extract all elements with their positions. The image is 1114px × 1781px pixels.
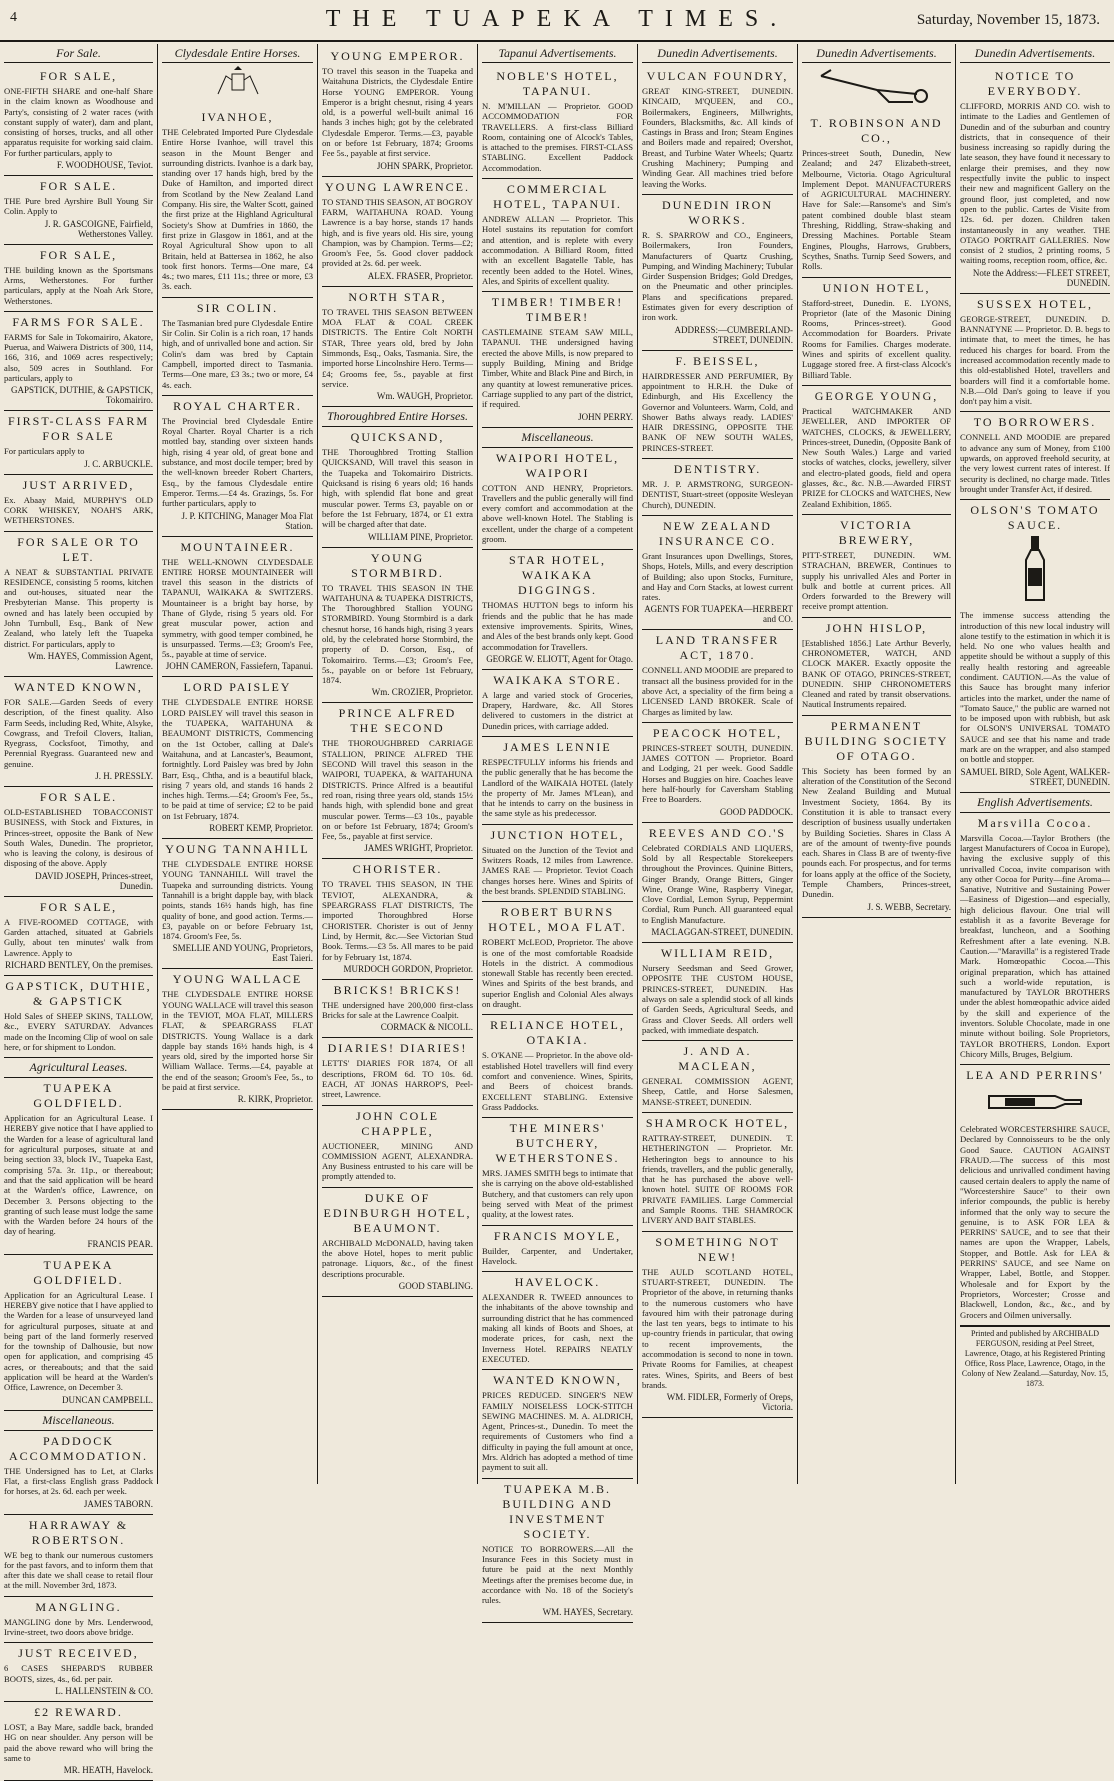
ad-signature: R. KIRK, Proprietor. bbox=[237, 1094, 313, 1105]
ad-title: QUICKSAND, bbox=[350, 430, 445, 445]
ad-body: Grant Insurances upon Dwellings, Stores, Shops, Hotels, Mills, and every description of Building; also upon Stocks, Furniture, and Hay and Corn Stacks, at lowest current rates. bbox=[642, 550, 793, 603]
ad-body: THE CLYDESDALE ENTIRE HORSE YOUNG WALLACE will travel this season in the TEVIOT, MOA FLAT, MILLERS FLAT, & SPEARGRASS FLAT DISTRICTS. Young Wallace is a dark dapple bay stands 16½ hands high, is 4 years old, sired by the imported horse Sir William Wallace. Terms.—£4, payable at the end of the season; Groom's Fee, 5s., to be paid at first service. bbox=[162, 989, 313, 1093]
ad-body: 6 CASES SHEPARD'S RUBBER BOOTS, sizes, 4s., 6d. per pair. bbox=[4, 1663, 153, 1684]
ad-vulcan-foundry bbox=[642, 66, 793, 195]
ad-body: THE undersigned have 200,000 first-class Bricks for sale at the Lawrence Coalpit. bbox=[322, 999, 473, 1021]
ad-title: FARMS FOR SALE. bbox=[12, 314, 145, 329]
ad-signature: GOOD STABLING. bbox=[398, 1280, 473, 1291]
ad-title: YOUNG STORMBIRD. bbox=[351, 550, 444, 580]
ad-body: THE Thoroughbred Trotting Stallion QUICKSAND, Will travel this season in the Tuapeka and Tokomairiro Districts. Quicksand is rising 6 years old; 16 hands high, with splendid flat bone and great muscular power. Terms £3, payable on or before the 1st February, 1874, or £1 extra will be charged after that date. bbox=[322, 447, 473, 530]
ad-private-residence bbox=[4, 532, 153, 677]
ad-chorister bbox=[322, 859, 473, 979]
ad-sheep-skins bbox=[4, 976, 153, 1058]
ad-signature: JAMES WRIGHT, Proprietor. bbox=[364, 843, 473, 854]
ad-title: FOR SALE. bbox=[39, 179, 118, 194]
ad-body: Celebrated CORDIALS AND LIQUERS, Sold by all Respectable Storekeepers throughout the Provinces. Quinine Bitters, Ginger Brandy, Orange Bitters, Ginger Wine, Orange Wine, Raspberry Vinegar, Clove Cordial, Lemon Syrup, Peppermint Cordial, Rum Punch. All guaranteed equal to English Manufacture. bbox=[642, 842, 793, 925]
ad-body: S. O'KANE — Proprietor. In the above old-established Hotel travellers will find every comfort and convenience. Wines, Spirits, and Beers of choicest brands. EXCELLENT STABLING. Extensive Grass Paddocks. bbox=[482, 1050, 633, 1112]
ad-north-star bbox=[322, 287, 473, 407]
ad-title: JAMES LENNIE bbox=[503, 739, 612, 754]
ad-title: T. ROBINSON AND CO., bbox=[810, 116, 943, 145]
ad-body: PRICES REDUCED. SINGER'S NEW FAMILY NOISELESS LOCK-STITCH SEWING MACHINES. M. A. ALDRICH, Agent, Princes-st., Dunedin. To meet the requirements of Customers who find a difficulty in paying the full amount at once, Mrs. Aldrich has adopted a method of time payment to suit all. bbox=[482, 1390, 633, 1473]
ad-title: PERMANENT BUILDING SOCIETY OF OTAGO. bbox=[804, 718, 949, 763]
ad-signature: ALEX. FRASER, Proprietor. bbox=[367, 270, 473, 281]
ad-body: TO travel this season in the Tuapeka and Waitahuna Districts, the Clydesdale Entire Horse YOUNG EMPEROR. Young Emperor is a bright chesnut, rising 4 years old, is a powerful well-built animal 16 hands 3 inches high; got by the celebrated Clydesdale Emperor. Terms.—£3, payable on or before 1st February, 1874; Grooms Fee 5s., payable at first service. bbox=[322, 66, 473, 159]
ad-body: PRINCES-STREET SOUTH, DUNEDIN. JAMES COTTON — Proprietor. Board and Lodging, 21 per week. Good Saddle Horses and Buggies on hire. Coaches leave here half-hourly for Caversham Stabling Free to Boarders. bbox=[642, 742, 793, 805]
ad-body: Hold Sales of SHEEP SKINS, TALLOW, &c., EVERY SATURDAY. Advances made on the Incoming Clip of wool on sale here, or for shipment to London. bbox=[4, 1010, 153, 1052]
ad-sussex-hotel bbox=[960, 294, 1110, 413]
ad-title: SIR COLIN. bbox=[196, 300, 279, 315]
ad-body: Application for an Agricultural Lease. I HEREBY give notice that I have applied to the Warden for a lease of agricultural land for agricultural purposes, situate at and being section 33, block IV., Tuapeka East, comprising 57a. 3r. 11p., or thereabout; and that the said application will be heard at the Warden's office, Lawrence, on December 3. Persons objecting to the granting of such lease must lodge the same with the Warden before 24 hours of the day of hearing. bbox=[4, 1113, 153, 1237]
ad-commercial-hotel bbox=[482, 179, 633, 292]
ad-signature: JOHN CAMERON, Fassiefern, Tapanui. bbox=[165, 661, 313, 672]
ad-body: The immense success attending the introduction of this new local industry will alone testify to the estimation in which it is held. No one who values health and appetite should be without a supply of this really health restoring and agreeable condiment. CAUTION.—As the value of this Sauce has brought many inferior articles into the market, under the name of "Tomato Sauce," the public are warned not to be imposed upon with rubbish, but ask for OLSON'S UNIVERSAL TOMATO SAUCE and see that his name and trade mark are on the wrapper, and also stamped on bottle and stopper. bbox=[960, 610, 1110, 765]
ad-reward bbox=[4, 1702, 153, 1781]
ad-body: AUCTIONEER, MINING AND COMMISSION AGENT, ALEXANDRA. Any Business entrusted to his care will be promptly attended to. bbox=[322, 1140, 473, 1182]
page-number: 4 bbox=[10, 10, 17, 25]
ad-harraway bbox=[4, 1515, 153, 1597]
ad-title: HARRAWAY & ROBERTSON. bbox=[28, 1517, 129, 1547]
ad-robert-burns-hotel bbox=[482, 902, 633, 1015]
ad-body: MRS. JAMES SMITH begs to intimate that she is carrying on the above old-established Butchery, and that customers can rely upon being served with Meat of the primest quality, at the lowest rates. bbox=[482, 1168, 633, 1220]
ad-body: Nursery Seedsman and Seed Grower, OPPOSITE THE CUSTOM HOUSE, PRINCES-STREET, DUNEDIN. Has always on sale a splendid stock of all kinds of Garden Seeds, Agricultural Seeds, and Grass and Clover Seeds. All orders well packed, with immediate despatch. bbox=[642, 963, 793, 1035]
ad-title: FOR SALE, bbox=[39, 899, 118, 914]
ad-signature: MURDOCH GORDON, Proprietor. bbox=[343, 963, 473, 974]
ad-body: TO TRAVEL THIS SEASON BETWEEN MOA FLAT & COAL CREEK DISTRICTS. The Entire Colt NORTH STAR, Three years old, bred by John Simmonds, Esq., Oaks, Tasmania. Sire, the imported horse Lincolnshire Hero. Terms—£4; Grooms fee, 5s., payable at first service. bbox=[322, 306, 473, 389]
ad-signature: AGENTS FOR TUAPEKA—HERBERT and CO. bbox=[644, 604, 793, 625]
ad-body: CLIFFORD, MORRIS AND CO. wish to intimate to the Ladies and Gentlemen of Dunedin and of the suburban and country districts, that in consequence of their business increasing so rapidly during the late season, they have found it necessary to enlarge their premises, and they now respectfully invite the public to inspect their new and magnificent Gallery on the ground floor, just completed, and now open to the public. Cartes de Visite from 12s. 6d. per dozen. Children taken instantaneously in any weather. THE OTAGO PORTRAIT GALLERIES. Now consist of 2 studios, 2 printing rooms, 5 waiting rooms, reception room, office, &c. bbox=[960, 101, 1110, 266]
ad-title: BRICKS! BRICKS! bbox=[333, 982, 462, 997]
ad-peacock-hotel bbox=[642, 723, 793, 823]
ad-signature: SMELLIE AND YOUNG, Proprietors, East Taieri. bbox=[172, 943, 313, 964]
column-5 bbox=[638, 44, 798, 1484]
ad-signature: Wm. WAUGH, Proprietor. bbox=[376, 391, 473, 402]
ad-title: PADDOCK ACCOMMODATION. bbox=[8, 1433, 148, 1463]
ad-title: WAIKAKA STORE. bbox=[493, 672, 622, 687]
ad-title: GEORGE YOUNG, bbox=[814, 388, 939, 403]
ad-body: Stafford-street, Dunedin. E. LYONS, Proprietor (late of the Masonic Dining Rooms, Princes-street). Good Accommodation for Boarders. Private Rooms for Families. Charges moderate. Wines and spirits of excellent quality. Luggage stored free. A first-class Alcock's Billiard Table. bbox=[802, 297, 951, 380]
ad-body: Practical WATCHMAKER AND JEWELLER, AND IMPORTER OF WATCHES, CLOCKS, & JEWELLERY, Princes-street, Dunedin, (Opposite Bank of New South Wales.) Large and varied stocks of watches, clocks, jewellery, silver and electro-plated goods, field and opera glasses, &c., &c. N.B.—Awarded FIRST PRIZE for CLOCKS and WATCHES, New Zealand Exhibition, 1865. bbox=[802, 405, 951, 509]
ad-title: HAVELOCK. bbox=[514, 1275, 601, 1290]
ad-title: SUSSEX HOTEL, bbox=[976, 296, 1093, 311]
ad-body: [Established 1856.] Late Arthur Beverly, CHRONOMETER, WATCH, AND CLOCK MAKER. Exactly opposite the BANK OF OTAGO, PRINCES-STREET, DUNEDIN. SHIP CHRONOMETERS Cleaned and rated by transit observations. Nautical Instruments repaired. bbox=[802, 637, 951, 710]
ad-body: OLD-ESTABLISHED TOBACCONIST BUSINESS, with Stock and Fixtures, in Princes-street, opposite the Bank of New South Wales, Dunedin. The proprietor, who is leaving the colony, is desirous of disposing of the above. Apply bbox=[4, 806, 153, 869]
ad-signature: Note the Address:—FLEET STREET, DUNEDIN. bbox=[972, 267, 1110, 288]
ad-body: CASTLEMAINE STEAM SAW MILL, TAPANUI. THE undersigned having erected the above Mills, is now prepared to supply Building, Mining and Bridge Timber, White and Black Pine and Birch, in any quantity at lowest remunerative prices. Carriage supplied to any part of the district, if required. bbox=[482, 327, 633, 410]
ad-reliance-hotel bbox=[482, 1015, 633, 1118]
ad-body: The Tasmanian bred pure Clydesdale Entire Sir Colin. Sir Colin is a rich roan, 17 hands high, and of unrivalled bone and action. Sir Colin's dam was bred by Captain Campbell, imported direct to Tasmania. Terms—One mare, £3 3s.; two or more, £4 4s. each. bbox=[162, 317, 313, 390]
ad-paddock bbox=[4, 1431, 153, 1515]
ad-body: Situated on the Junction of the Teviot and Switzers Roads, 12 miles from Lawrence. JAMES RAE — Proprietor. Teviot Coach changes horses here. Wines and Spirits of the best brands. SPLENDID STABLING. bbox=[482, 844, 633, 896]
ad-title: LEA AND PERRINS' bbox=[966, 1068, 1104, 1083]
ad-body: COTTON AND HENRY, Proprietors. Travellers and the public generally will find every comfort and accommodation at the above well-known Hotel. The Stabling is excellent, under the charge of a competent groom. bbox=[482, 482, 633, 545]
ad-body: LOST, a Bay Mare, saddle back, branded HG on near shoulder. Any person will be paid the above reward who will bring the same to bbox=[4, 1721, 153, 1763]
column-1 bbox=[0, 44, 158, 1776]
ad-title: NEW ZEALAND INSURANCE CO. bbox=[658, 518, 777, 548]
section-english-ads: English Advertisements. bbox=[960, 793, 1110, 813]
ad-junction-hotel bbox=[482, 825, 633, 902]
ad-body: A large and varied stock of Groceries, Drapery, Hardware, &c. All Stores delivered to customers in the district at Dunedin prices, with carriage added. bbox=[482, 689, 633, 731]
ad-young-lawrence bbox=[322, 177, 473, 287]
ad-signature: GOOD PADDOCK. bbox=[719, 806, 793, 817]
ad-reeves-cordials bbox=[642, 823, 793, 943]
ad-title: RELIANCE HOTEL, OTAKIA. bbox=[490, 1018, 625, 1048]
ad-quicksand bbox=[322, 427, 473, 547]
ad-permanent-building-society bbox=[802, 716, 951, 918]
ad-signature: CORMACK & NICOLL. bbox=[380, 1022, 473, 1033]
ad-body: For particulars apply to bbox=[4, 446, 85, 457]
ad-body: TO TRAVEL THIS SEASON, IN THE TEVIOT, ALEXANDRA, & SPEARGRASS FLAT DISTRICTS, The imported Thoroughbred Horse CHORISTER. Chorister is out of Jenny Lind, by Hermit, &c.—See Victorian Stud Book. Terms.—£3 5s. All mares to be paid for by February 1st, 1874. bbox=[322, 879, 473, 962]
sauce-bottle-icon bbox=[960, 536, 1110, 607]
ad-farms-for-sale bbox=[4, 312, 153, 411]
ad-title: FIRST-CLASS FARM FOR SALE bbox=[7, 414, 150, 444]
column-heading: Dunedin Advertisements. bbox=[642, 46, 793, 63]
printer-imprint: Printed and published by ARCHIBALD FERGUSON, residing at Peel Street, Lawrence, Otago, at his Registered Printing Office, Ross Place, Lawrence, Otago, in the Colony of New Zealand.—Saturday, Nov. 15, 1873. bbox=[960, 1326, 1110, 1389]
royal-crest-icon bbox=[162, 66, 313, 105]
ad-nobles-hotel bbox=[482, 66, 633, 179]
ad-ayrshire-bull bbox=[4, 176, 153, 245]
ad-first-class-farm bbox=[4, 411, 153, 474]
ad-body: THE THOROUGHBRED CARRIAGE STALLION, PRINCE ALFRED THE SECOND Will travel this season in the WAIPORI, TUAPEKA, & WAITAHUNA DISTRICTS. Prince Alfred is a beautiful red roan, rising three years old, stands 15½ hands high, with splendid bone and great muscular power. Terms—£3 10s., payable on or before 1st February, 1874; Groom's Fee, 5s., payable at first service. bbox=[322, 738, 473, 842]
ad-sir-colin bbox=[162, 298, 313, 396]
ad-maclean bbox=[642, 1041, 793, 1113]
ad-body: MANGLING done by Mrs. Lenderwood, Irvine-street, two doors above bridge. bbox=[4, 1616, 153, 1638]
ad-body: CONNELL AND MOODIE are prepared to advance any sum of Money, from £100 upwards, on approved freehold security, at the very lowest current rates of interest. If security is declined, no charge made. Titles brought under Transfer Act, if desired. bbox=[960, 432, 1110, 494]
ad-title: ROBERT BURNS HOTEL, MOA FLAT. bbox=[488, 905, 627, 935]
ad-body: R. S. SPARROW and CO., Engineers, Boilermakers, Iron Founders, Manufacturers of Quartz Crushing, Pumping, and Winding Machinery; Tubular Girder Suspension Bridges; Gold Dredges, on the Pneumatic and other principles. Plans and specifications prepared. Estimates given for every description of iron work. bbox=[642, 229, 793, 323]
ad-title: YOUNG TANNAHILL bbox=[165, 842, 310, 857]
column-4 bbox=[478, 44, 638, 1618]
ad-title: WANTED KNOWN, bbox=[493, 1373, 622, 1388]
ad-title: MANGLING. bbox=[35, 1599, 122, 1614]
ad-signature: JAMES TABORN. bbox=[83, 1498, 153, 1509]
ad-body: THOMAS HUTTON begs to inform his friends and the public that he has made extensive improvements. Spirits, Wines, and Ales of the best brands only kept. Good accommodation for Travellers. bbox=[482, 600, 633, 652]
ad-signature: FRANCIS PEAR. bbox=[87, 1238, 153, 1249]
ad-james-lennie bbox=[482, 737, 633, 825]
ad-title: Marsvilla Cocoa. bbox=[977, 815, 1093, 830]
ad-young-wallace bbox=[162, 969, 313, 1110]
ad-signature: JOHN SPARK, Proprietor. bbox=[376, 160, 473, 171]
ad-body: TO STAND THIS SEASON, AT BOGROY FARM, WAITAHUNA ROAD. Young Lawrence is a bay horse, stands 17 hands high, and is five years old. His sire, young Champion, was by Champion. Terms—£2; Groom's Fee, 5s. Good clover paddock provided at 2s. 6d. per week. bbox=[322, 196, 473, 269]
ad-body: THE CLYDESDALE ENTIRE HORSE YOUNG TANNAHILL Will travel the Tuapeka and surrounding districts. Young Tannahill is a bright dapple bay, with black points, stands 16½ hands high, has fine quality of bone, and good action. Terms.—£3, payable on or before February 1st, 1874. Groom's Fee, 5s. bbox=[162, 859, 313, 942]
ad-cottage bbox=[4, 897, 153, 976]
ad-body: GEORGE-STREET, DUNEDIN. D. BANNATYNE — Proprietor. D. B. begs to intimate that, to meet the times, he has reduced his charges for board. From the increased accommodation recently made to this old-established Hotel, travellers and boarders will find it a comfortable home. N.B.—Old Dan's going to leave if you don't pay him a visit. bbox=[960, 313, 1110, 407]
ad-rubber-boots bbox=[4, 1643, 153, 1702]
ad-diaries bbox=[322, 1038, 473, 1105]
ad-tobacconist bbox=[4, 787, 153, 897]
ad-timber bbox=[482, 292, 633, 427]
ad-sportsmans-arms bbox=[4, 245, 153, 312]
ad-francis-moyle bbox=[482, 1226, 633, 1273]
ad-body: NOTICE TO BORROWERS.—All the Insurance Fees in this Society must in future be paid at the next Monthly Meetings after the premises become due, in accordance with No. 18 of the Society's rules. bbox=[482, 1543, 633, 1606]
ad-body: CONNELL AND MOODIE are prepared to transact all the business provided for in the above Act, a speciality of the firm being a LICENSED LAND BROKER. Scale of Charges as limited by law. bbox=[642, 665, 793, 717]
ad-nz-insurance bbox=[642, 516, 793, 630]
ad-maravilla-cocoa bbox=[960, 813, 1110, 1066]
ad-lea-perrins bbox=[960, 1065, 1110, 1326]
ad-prince-alfred bbox=[322, 703, 473, 859]
ad-body: FOR SALE.—Garden Seeds of every description, of the finest quality. Also Farm Seeds, including Red, White, Alsyke, Cowgrass, and Trefoil Clovers, Italian, Ryegrass, Cocksfoot, Timothy, and Perennial Ryegrass. Guaranteed new and genuine. bbox=[4, 696, 153, 769]
ad-building-society-notice bbox=[482, 1479, 633, 1624]
ad-body: GENERAL COMMISSION AGENT, Sheep, Cattle, and Horse Salesmen, MANSE-STREET, DUNEDIN. bbox=[642, 1076, 793, 1107]
ad-title: JOHN HISLOP, bbox=[825, 620, 928, 635]
ad-body: ALEXANDER R. TWEED announces to the inhabitants of the above township and surrounding district that he has commenced making all kinds of Boots and Shoes, at moderate prices, for cash, next the Inverness Hotel. REPAIRS NEATLY EXECUTED. bbox=[482, 1292, 633, 1364]
ad-title: £2 REWARD. bbox=[34, 1704, 123, 1719]
ad-signature: J. C. ARBUCKLE. bbox=[84, 458, 153, 469]
ad-title: TO BORROWERS. bbox=[973, 415, 1097, 430]
ad-dentistry bbox=[642, 459, 793, 516]
ad-george-young bbox=[802, 386, 951, 515]
ad-title: FOR SALE, bbox=[39, 247, 118, 262]
column-2 bbox=[158, 44, 318, 1484]
ad-signature: MR. HEATH, Havelock. bbox=[63, 1765, 153, 1776]
ad-body: PITT-STREET, DUNEDIN. WM. STRACHAN, BREWER, Continues to supply his unrivalled Ales and Porter in bulk and bottle at current prices. All Orders forwarded to the Brewery will receive prompt attention. bbox=[802, 549, 951, 612]
ad-body: RESPECTFULLY informs his friends and the public generally that he has become the Landlord of the WAIKAIA HOTEL (lately the property of Mr. James M'Lean), and that he intends to carry on the business in the same style as his predecessor. bbox=[482, 756, 633, 819]
ad-lord-paisley bbox=[162, 677, 313, 839]
ad-title: PEACOCK HOTEL, bbox=[652, 725, 783, 740]
ad-duke-of-edinburgh bbox=[322, 1188, 473, 1297]
ad-land-transfer bbox=[642, 630, 793, 722]
ad-title: YOUNG EMPEROR. bbox=[330, 49, 465, 63]
ad-body: ONE-FIFTH SHARE and one-half Share in the claim known as Woodhouse and Party's, consisting of 2 water races (with constant supply of water), dam and plant, consisting of horses, trucks, and all other apparatus requisite for working said claim. For further particulars, apply to bbox=[4, 86, 153, 158]
ad-signature: RICHARD BENTLEY, On the premises. bbox=[5, 959, 153, 970]
newspaper-title: THE TUAPEKA TIMES. bbox=[325, 6, 789, 32]
ad-title: JUST RECEIVED, bbox=[18, 1646, 139, 1661]
ad-title: WAIPORI HOTEL, WAIPORI bbox=[495, 450, 620, 480]
ad-dunedin-iron-works bbox=[642, 195, 793, 351]
ad-title: SHAMROCK HOTEL, bbox=[645, 1116, 790, 1130]
ad-body: THE Celebrated Imported Pure Clydesdale Entire Horse Ivanhoe, will travel this season in the Mount Benger and surrounding districts. Ivanhoe is a dark bay, standing over 17 hands high, bred by the Duke of Hamilton, and imported direct from Scotland by the New Zealand Land Company. His sire, the Walter Scott, gained the first prize at the Highland Agricultural Society's Show at Dumfries in 1860, the first prize in Glasgow in 1861, and at the Royal Agricultural Show upon to all Britain, held at Battersea in 1862, he also took first honors. Terms—One mare, £4 4s.; two mares, £11 11s.; three or more, £3 3s. each. bbox=[162, 127, 313, 292]
ad-title: SOMETHING NOT NEW! bbox=[655, 1234, 780, 1264]
ad-bricks bbox=[322, 980, 473, 1039]
ad-signature: J. P. KITCHING, Manager Moa Flat Station. bbox=[181, 510, 313, 531]
ad-body: N. M'MILLAN — Proprietor. GOOD ACCOMMODATION FOR TRAVELLERS. A first-class Billiard Room, containing one of Alcock's Tables, is attached to the premises. FIRST-CLASS STABLING. Excellent Paddock Accommodation. bbox=[482, 101, 633, 173]
ad-body: Application for an Agricultural Lease. I HEREBY give notice that I have applied to the Warden for a lease of unsurveyed land for agricultural purposes, situate at and being part of the land formerly reserved for the township of Dalhousie, but now open for application, and comprising 45 acres, or thereabouts; and that the said application will be heard at the Warden's Office, Lawrence, on December 3. bbox=[4, 1289, 153, 1393]
ad-title: IVANHOE, bbox=[201, 110, 274, 124]
ad-royal-charter bbox=[162, 396, 313, 537]
plough-icon bbox=[802, 66, 951, 111]
ad-mountaineer bbox=[162, 537, 313, 678]
ad-signature: ROBERT KEMP, Proprietor. bbox=[209, 823, 313, 834]
ad-just-arrived bbox=[4, 475, 153, 532]
ad-title: YOUNG LAWRENCE. bbox=[324, 179, 471, 194]
ad-title: ROYAL CHARTER. bbox=[173, 398, 302, 413]
ad-john-hislop bbox=[802, 618, 951, 716]
ad-lease-pear bbox=[4, 1078, 153, 1255]
ad-title: LORD PAISLEY bbox=[183, 680, 292, 695]
ad-body: HAIRDRESSER AND PERFUMIER, By appointment to H.R.H. the Duke of Edinburgh, and His Excellency the Governor and Volunteers. Warm, Cold, and Shower Baths always ready. LADIES' HAIR DRESSING, OPPOSITE THE BANK OF NEW SOUTH WALES, PRINCES-STREET. bbox=[642, 370, 793, 453]
ad-body: Marsvilla Cocoa.—Taylor Brothers (the largest Manufacturers of Cocoa in Europe), having the exclusive supply of this unrivalled Cocoa, invite comparison with any other Cocoa for Purity—fine Aroma—Sanative, Nutritive and Sustaining Power—Easiness of Digestion—and especially, high delicious flavour. One trial will establish it as a favorite Beverage for breakfast, luncheon, and a Soothing Refreshment after a late evening. N.B. Caution.—"Maravilla" is a registered Trade Mark. Homœopathic Cocoa.—This original preparation, which has attained such a world-wide reputation, is manufactured by TAYLOR BROTHERS under the ablest homœopathic advice aided by the skill and experience of the inventors. Soluble Chocolate, made in one minute without boiling. Sole Proprietors, TAYLOR BROTHERS, London. Export Chicory Mills, Bruges, Belgium. bbox=[960, 832, 1110, 1059]
ad-waipori-hotel bbox=[482, 448, 633, 551]
ad-union-hotel bbox=[802, 278, 951, 386]
column-heading: Dunedin Advertisements. bbox=[802, 46, 951, 63]
ad-title: DUKE OF EDINBURGH HOTEL, BEAUMONT. bbox=[323, 1190, 472, 1235]
ad-title: F. BEISSEL, bbox=[675, 353, 760, 368]
ad-title: YOUNG WALLACE bbox=[172, 972, 303, 987]
ad-young-stormbird bbox=[322, 548, 473, 704]
ad-title: DUNEDIN IRON WORKS. bbox=[662, 197, 773, 227]
ad-mangling bbox=[4, 1597, 153, 1644]
ad-title: PRINCE ALFRED THE SECOND bbox=[338, 706, 457, 736]
ad-signature: WM. FIDLER, Formerly of Oreps, Victoria. bbox=[666, 1392, 793, 1413]
ad-body: THE building known as the Sportsmans Arms, Wetherstones. For further particulars, apply at the Noah Ark Store, Wetherstones. bbox=[4, 264, 153, 306]
ad-title: OLSON'S TOMATO SAUCE. bbox=[970, 503, 1100, 533]
ad-title: JUST ARRIVED, bbox=[22, 477, 135, 492]
ad-title: LAND TRANSFER ACT, 1870. bbox=[655, 633, 780, 663]
ad-body: THE Undersigned has to Let, at Clarks Flat, a first-class English grass Paddock for horses, at 2s. 6d. each per week. bbox=[4, 1465, 153, 1497]
ad-body: This Society has been formed by an alteration of the Constitution of the Second New Zealand Building and Mutual Investment Society, 1864. By its Constitution it is able to transact every description of business usually undertaken by Building Societies. Shares in Class A are of the amount of twenty-five pounds each. Shares in Class B are of twenty-five pounds each. For prospectus, and for terms for loans apply at the office of the Society, Temple Chambers, Princes-street, Dunedin. bbox=[802, 765, 951, 900]
ad-title: TUAPEKA GOLDFIELD. bbox=[33, 1081, 124, 1111]
ad-title: UNION HOTEL, bbox=[822, 280, 931, 295]
column-3 bbox=[318, 44, 478, 1484]
ad-body: Celebrated WORCESTERSHIRE SAUCE, Declared by Connoisseurs to be the only Good Sauce. CAUTION AGAINST FRAUD.—The success of this most delicious and unrivalled condiment having caused certain dealers to apply the name of "Worcestershire Sauce" to their own inferior compounds, the public is hereby informed that the only way to secure the genuine, is to ASK FOR LEA & PERRINS' SAUCE, and to see that their names are upon the Wrapper, Labels, Stopper, and Bottle. Ask for LEA & PERRINS' SAUCE, and see Name on Wrapper, Label, Bottle, and Stopper. Wholesale and for Export by the Proprietors, Worcester; Crosse and Blackwell, London, &c., &c., and by Grocers and Oilmen universally. bbox=[960, 1124, 1110, 1320]
ad-body: Ex. Abaay Maid, MURPHY'S OLD CORK WHISKEY, NOAH'S ARK, WETHERSTONES. bbox=[4, 494, 153, 526]
ad-robinson bbox=[802, 113, 951, 278]
ad-singer-machines bbox=[482, 1370, 633, 1478]
ad-title: JUNCTION HOTEL, bbox=[490, 827, 625, 842]
ad-signature: J. S. WEBB, Secretary. bbox=[867, 901, 951, 912]
ad-body: RATTRAY-STREET, DUNEDIN. T. HETHERINGTON — Proprietor. Mr. Hetherington begs to announce to his friends, travellers, and the public generally, that he has purchased the above well-known hotel. SUITE OF ROOMS FOR PRIVATE FAMILIES. Large Commercial and Sample Rooms. THE SHAMROCK LIVERY AND BAIT STABLES. bbox=[642, 1133, 793, 1226]
sauce-bottle-icon bbox=[960, 1086, 1110, 1121]
ad-star-hotel bbox=[482, 550, 633, 669]
ad-title: TUAPEKA M.B. BUILDING AND INVESTMENT SOCIETY. bbox=[502, 1481, 613, 1541]
section-thoroughbred: Thoroughbred Entire Horses. bbox=[322, 407, 473, 427]
ad-body: ANDREW ALLAN — Proprietor. This Hotel sustains its reputation for comfort and attention, and is replete with every accommodation. A Billiard Room, fitted with an excellent Bagatelle Table, has recently been added to the Hotel. Wines, Ales, and Spirits of excellent quality. bbox=[482, 214, 633, 286]
section-agricultural-leases: Agricultural Leases. bbox=[4, 1058, 153, 1078]
ad-title: VICTORIA BREWERY, bbox=[838, 517, 915, 547]
ad-miners-butchery bbox=[482, 1118, 633, 1225]
ad-clifford-morris bbox=[960, 66, 1110, 294]
ad-title: FRANCIS MOYLE, bbox=[493, 1228, 622, 1243]
ad-title: VULCAN FOUNDRY, bbox=[646, 69, 789, 83]
masthead bbox=[0, 0, 1114, 42]
ad-body: THE CLYDESDALE ENTIRE HORSE LORD PAISLEY will travel this season in the TUAPEKA, WAITAHUNA & BEAUMONT DISTRICTS, Commencing on the 1st October, calling at Dale's Waitahuna, and at Lancaster's, Beaumont, fortnightly. Lord Paisley was bred by John Barr, Esq., Chtha, and is a beautiful black, rising 7 years old, and stands 16 hands 2 inches high. Terms.—£4; Groom's Fee, 5s., to be paid at time of service; £2 to be paid on 1st February, 1874. bbox=[162, 697, 313, 821]
ad-body: THE AULD SCOTLAND HOTEL, STUART-STREET, DUNEDIN. The Proprietor of the above, in returning thanks to the numerous customers who have favoured him with their patronage during the last ten years, begs to intimate to his up-country friends in particular, that owing to recent improvements, the accommodation is second to none in town. Private Rooms for Families, at cheapest rates. Wines, Spirits, and Beers of best brands. bbox=[642, 1266, 793, 1390]
ad-beissel bbox=[642, 351, 793, 459]
ad-title: MOUNTAINEER. bbox=[180, 539, 295, 554]
column-heading: Clydesdale Entire Horses. bbox=[162, 46, 313, 63]
ad-ivanhoe bbox=[162, 107, 313, 298]
ad-title: TIMBER! TIMBER! TIMBER! bbox=[491, 295, 624, 325]
ad-woodhouse-share bbox=[4, 66, 153, 176]
ad-title: CHORISTER. bbox=[352, 862, 443, 877]
column-heading: Tapanui Advertisements. bbox=[482, 46, 633, 63]
ad-body: ARCHIBALD McDONALD, having taken the above Hotel, hopes to merit public patronage. Liquors, &c., of the finest descriptions procurable. bbox=[322, 1237, 473, 1279]
ad-body: MR. J. P. ARMSTRONG, SURGEON-DENTIST, Stuart-street (opposite Wesleyan Church), DUNEDIN. bbox=[642, 479, 793, 510]
ad-body: A NEAT & SUBSTANTIAL PRIVATE RESIDENCE, consisting 5 rooms, kitchen and out-houses, situated near the Presbyterian Manse. This property is owned and has lately been occupied by John Turnbull, Esq., Bank of New Zealand, who lately left the Tuapeka district. For particulars, apply to bbox=[4, 566, 153, 649]
ad-victoria-brewery bbox=[802, 515, 951, 618]
column-7 bbox=[956, 44, 1114, 1484]
ad-body: THE Pure bred Ayrshire Bull Young Sir Colin. Apply to bbox=[4, 196, 153, 217]
column-heading: For Sale. bbox=[4, 46, 153, 63]
ad-body: WE beg to thank our numerous customers for the past favors, and to inform them that after this date we shall cease to retail flour at the mill. November 3rd, 1873. bbox=[4, 1549, 153, 1591]
ad-shamrock-hotel bbox=[642, 1113, 793, 1232]
ad-title: GAPSTICK, DUTHIE, & GAPSTICK bbox=[5, 978, 152, 1008]
ad-signature: WM. HAYES, Secretary. bbox=[542, 1607, 633, 1618]
ad-body: ROBERT McLEOD, Proprietor. The above is one of the most comfortable Roadside Hotels in the district. A commodious stonewall Stable has recently been erected. Wines and Spirits of the best brands, and superior English and Colonial Ales always on draught. bbox=[482, 937, 633, 1010]
ad-signature: SAMUEL BIRD, Sole Agent, WALKER-STREET, DUNEDIN. bbox=[960, 766, 1110, 787]
ad-body: THE WELL-KNOWN CLYDESDALE ENTIRE HORSE MOUNTAINEER will travel this season in the districts of TAPANUI, WAIKAKA & SWITZERS. Mountaineer is a bright bay horse, by Thane of Glyde, rising 5 years old. For great muscular power, action and symmetry, with good temper combined, he is unsurpassed. Terms.—£3; Groom's Fee, 5s., payable at time of service. bbox=[162, 556, 313, 660]
ad-title: FOR SALE OR TO LET. bbox=[17, 534, 140, 564]
ad-signature: DAVID JOSEPH, Princes-street, Dunedin. bbox=[35, 870, 153, 891]
ad-signature: Wm. HAYES, Commission Agent, Lawrence. bbox=[27, 650, 153, 671]
ad-havelock-tweed bbox=[482, 1272, 633, 1370]
column-heading: Dunedin Advertisements. bbox=[960, 46, 1110, 63]
ad-body: TO TRAVEL THIS SEASON IN THE WAITAHUNA & TUAPEKA DISTRICTS, The Thoroughbred Stallion YOUNG STORMBIRD. Young Stormbird is a dark chesnut horse, 16 hands high, rising 3 years old, by the celebrated horse Stormbird, the property of D. Corson, Esq., of Tokomairiro. Terms.—£3; Groom's Fee, 5s., payable on or before 1st February, 1874. bbox=[322, 582, 473, 686]
ad-olsons-tomato-sauce bbox=[960, 500, 1110, 792]
ad-signature: JOHN PERRY. bbox=[578, 411, 633, 422]
ad-to-borrowers bbox=[960, 412, 1110, 500]
section-miscellaneous-2: Miscellaneous. bbox=[482, 428, 633, 448]
ad-body: FARMS for Sale in Tokomairiro, Akatore, Puerua, and Waiwera Districts of 300, 114, 166, 316, and 1069 acres respectively; also, 509 acres in Southland. For particulars, apply to bbox=[4, 331, 153, 384]
ad-body: A FIVE-ROOMED COTTAGE, with Garden attached, situated at Gabriels Gully, about ten minutes' walk from Lawrence. Apply to bbox=[4, 916, 153, 958]
ad-young-tannahill bbox=[162, 839, 313, 969]
ad-signature: J. R. GASCOIGNE, Fairfield, Wetherstones Valley. bbox=[44, 218, 153, 239]
ad-signature: WILLIAM PINE, Proprietor. bbox=[368, 531, 473, 542]
issue-date: Saturday, November 15, 1873. bbox=[916, 12, 1100, 28]
ad-title: NOBLE'S HOTEL, TAPANUI. bbox=[496, 69, 619, 98]
ad-title: THE MINERS' BUTCHERY, WETHERSTONES. bbox=[495, 1121, 620, 1166]
ad-waikaka-store bbox=[482, 670, 633, 737]
columns bbox=[0, 44, 1114, 1776]
ad-auld-scotland bbox=[642, 1232, 793, 1419]
ad-title: NOTICE TO EVERYBODY. bbox=[987, 69, 1083, 98]
ad-signature: L. HALLENSTEIN & CO. bbox=[55, 1685, 153, 1696]
ad-young-emperor bbox=[322, 46, 473, 177]
ad-signature: GAPSTICK, DUTHIE, & GAPSTICK, Tokomairiro. bbox=[10, 385, 153, 406]
ad-title: DIARIES! DIARIES! bbox=[327, 1041, 468, 1056]
ad-signature: ADDRESS:—CUMBERLAND-STREET, DUNEDIN. bbox=[674, 324, 793, 345]
ad-william-reid bbox=[642, 943, 793, 1041]
ad-title: J. AND A. MACLEAN, bbox=[678, 1044, 757, 1074]
ad-title: FOR SALE. bbox=[39, 789, 118, 804]
ad-title: NORTH STAR, bbox=[348, 289, 447, 304]
ad-title: WILLIAM REID, bbox=[660, 946, 775, 961]
ad-lease-campbell bbox=[4, 1255, 153, 1411]
ad-signature: Wm. CROZIER, Proprietor. bbox=[371, 687, 473, 698]
ad-title: COMMERCIAL HOTEL, TAPANUI. bbox=[493, 182, 622, 212]
ad-body: The Provincial bred Clydesdale Entire Royal Charter. Royal Charter is a rich mottled bay, standing over sixteen hands high, rising 4 year old, of great bone and substance, and most docile temper; bred by the well-known breeder Robert Charters, Esq., by the famous Clydesdale entire Emperor. Terms.—£4 4s. Grazings, 5s. For further particulars, apply to bbox=[162, 415, 313, 509]
ad-body: Builder, Carpenter, and Undertaker, Havelock. bbox=[482, 1245, 633, 1266]
ad-body: GREAT KING-STREET, DUNEDIN. KINCAID, M'QUEEN, and CO., Boilermakers, Engineers, Millwrights, Founders, Blacksmiths, &c. All kinds of Castings in Brass and Iron; Steam Engines and Boilers made and repaired; Overshot, Breast, and Turbine Water Wheels; Quartz Crushing Machinery; Pumping and Winding Gear. All machines tried before leaving the Works. bbox=[642, 86, 793, 189]
ad-title: FOR SALE, bbox=[39, 69, 118, 83]
ad-body: LETTS' DIARIES FOR 1874, Of all descriptions, FROM 6d. TO 10s. 6d. EACH, AT JONAS HARROP'S, Peel-street, Lawrence. bbox=[322, 1058, 473, 1100]
ad-garden-seeds bbox=[4, 677, 153, 787]
ad-signature: DUNCAN CAMPBELL. bbox=[61, 1394, 153, 1405]
ad-signature: MACLAGGAN-STREET, DUNEDIN. bbox=[651, 927, 793, 938]
ad-signature: GEORGE W. ELIOTT, Agent for Otago. bbox=[486, 653, 633, 664]
ad-signature: J. H. PRESSLY. bbox=[95, 770, 153, 781]
ad-title: REEVES AND CO.'S bbox=[648, 825, 787, 840]
ad-title: DENTISTRY. bbox=[673, 462, 762, 477]
ad-body: Princes-street South, Dunedin, New Zealand; and 247 Elizabeth-street, Melbourne, Victoria. Otago Agricultural Implement Depot. MANUFACTURERS of AGRICULTURAL MACHINERY. Have for Sale:—Ransome's and Sim's patent combined double blast steam Threshing, Riddling, Straw-shaking and Dressing Machines. Portable Steam Engines, Ploughs, Harrows, Grubbers, Scythes, Snaths. Turnip Seed Sowers, and Rolls. bbox=[802, 148, 951, 272]
column-6 bbox=[798, 44, 956, 1484]
ad-signature: F. WOODHOUSE, Teviot. bbox=[56, 160, 153, 171]
ad-chapple bbox=[322, 1106, 473, 1188]
section-miscellaneous: Miscellaneous. bbox=[4, 1411, 153, 1431]
ad-title: TUAPEKA GOLDFIELD. bbox=[33, 1257, 124, 1287]
ad-title: JOHN COLE CHAPPLE, bbox=[356, 1108, 439, 1138]
ad-title: STAR HOTEL, WAIKAKA DIGGINGS. bbox=[508, 553, 607, 598]
ad-title: WANTED KNOWN, bbox=[14, 679, 143, 694]
